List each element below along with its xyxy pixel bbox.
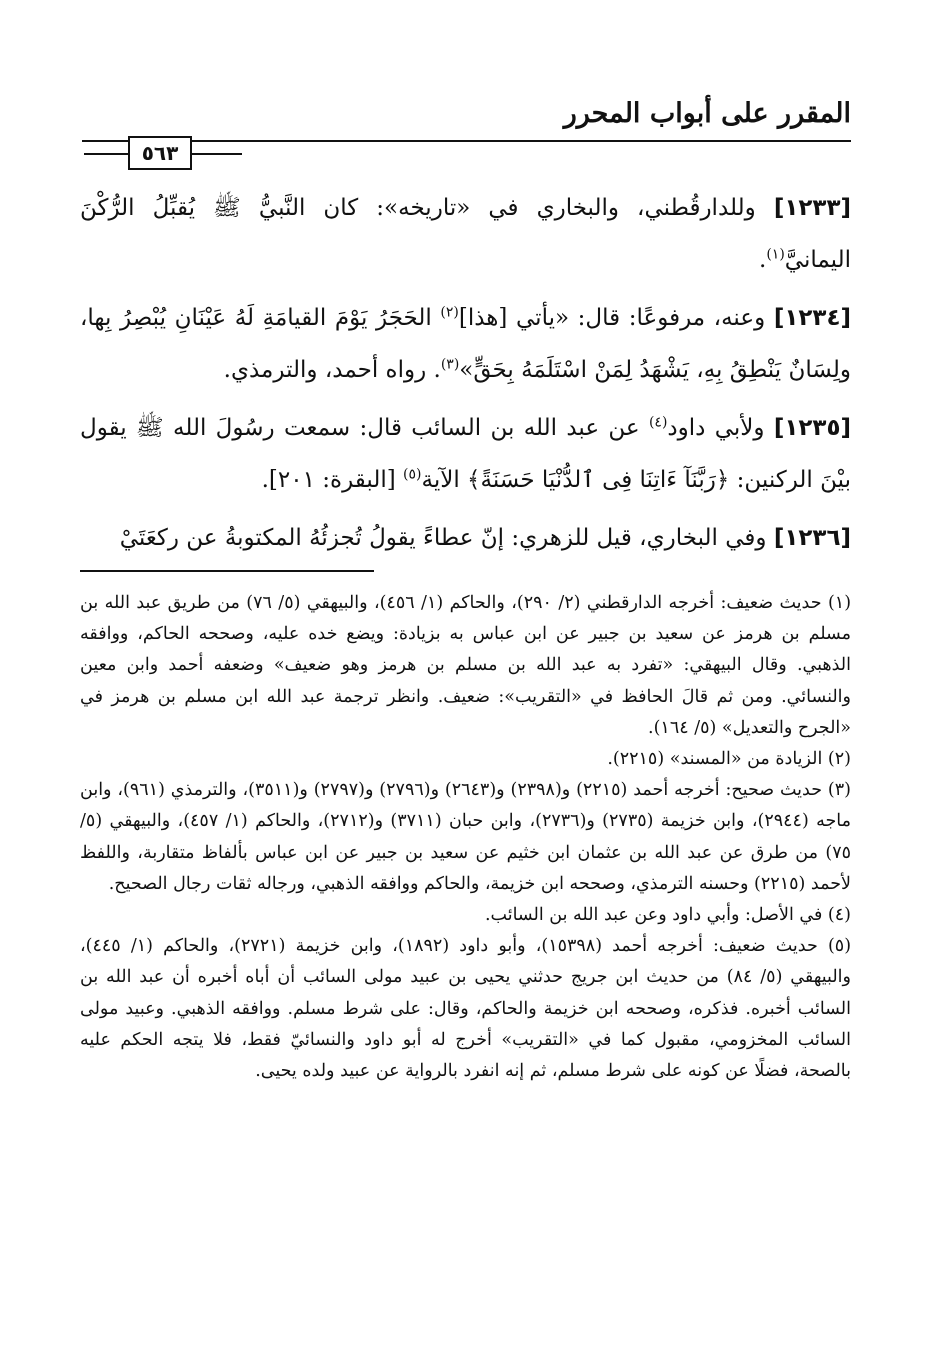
footnote-ref[interactable]: (٣) [440, 356, 460, 373]
entry-text-tail: . [759, 247, 767, 273]
page-number: ٥٦٣ [128, 136, 192, 170]
footnote-4: (٤) في الأصل: وأبي داود وعن عبد الله بن السائب. [484, 905, 851, 926]
header-rule [82, 140, 851, 142]
entry-1235 [80, 402, 851, 506]
entry-number: [١٢٣٦] [773, 525, 851, 551]
entry-text: وللدارقُطني، والبخاري في «تاريخه»: كان النَّبيُّ ﷺ يُقبِّلُ الرُّكْنَ اليمانيَّ [80, 195, 851, 273]
running-title: المقرر على أبواب المحرر [563, 98, 851, 129]
entry-text-tail: . رواه أحمد، والترمذي. [223, 357, 441, 383]
footnote-ref[interactable]: (٢) [440, 304, 459, 321]
entry-number: [١٢٣٥] [773, 415, 851, 441]
entry-text: ولأبي داود [667, 415, 774, 441]
entry-number: [١٢٣٣] [773, 195, 851, 221]
footnote-2: (٢) الزيادة من «المسند» (٢٢١٥). [607, 749, 851, 770]
footnote-ref[interactable]: (١) [766, 246, 785, 263]
footnote-separator [80, 570, 374, 572]
footnotes [80, 588, 851, 1087]
entry-text: وعنه، مرفوعًا: قال: «يأتي [هذا] [458, 305, 774, 331]
main-text [80, 182, 851, 570]
footnote-ref[interactable]: (٤) [648, 414, 668, 431]
footnote-1: (١) حديث ضعيف: أخرجه الدارقطني (٢/ ٢٩٠)، والحاكم (١/ ٤٥٦)، والبيهقي (٥/ ٧٦) من طريق عبد الله بن مسلم بن هرمز عن سعيد بن جبير عن ابن عباس به بزيادة: ويضع خده عليه، وصححه الحاكم، ووافقه الذهبي. وقال البيهقي: «تفرد به عبد الله بن مسلم بن هرمز وهو ضعيف» وضعفه أحمد وابن معين والنسائي. ومن ثم قالَ الحافظ في «التقريب»: ضعيف. وانظر ترجمة عبد الله ابن مسلم بن هرمز في «الجرح والتعديل» (٥/ ١٦٤). [80, 593, 852, 738]
footnote-ref[interactable]: (٥) [403, 466, 422, 483]
footnote-5: (٥) حديث ضعيف: أخرجه أحمد (١٥٣٩٨)، وأبو داود (١٨٩٢)، وابن خزيمة (٢٧٢١)، والحاكم (١/ ٤٤٥)، والبيهقي (٥/ ٨٤) من حديث ابن جريج حدثني يحيى بن عبيد مولى السائب أن أباه أخبره أن عبد الله بن السائب أخبره. فذكره، وصححه ابن خزيمة والحاكم، وقال: على شرط مسلم. ووافقه الذهبي. وعبيد مولى السائب المخزومي، مقبول كما في «التقريب» أخرج له أبو داود والنسائيّ فقط، فلا يتجه الحكم عليه بالصحة، فضلًا عن كونه على شرط مسلم، ثم إنه انفرد بالرواية عن عبيد ولده يحيى. [80, 936, 852, 1082]
entry-text-tail: [البقرة: ٢٠١]. [261, 467, 404, 493]
entry-text-tail: الحَجَرُ يَوْمَ القيامَةِ لَهُ عَيْنَانِ يُبْصِرُ بِها، ولِسَانٌ يَنْطِقُ بِهِ، يَشْهَدُ لِمَنْ اسْتَلَمَهُ بِحَقٍّ» [80, 305, 851, 383]
entry-1233 [80, 182, 851, 286]
entry-number: [١٢٣٤] [773, 305, 851, 331]
entry-1234 [80, 292, 851, 396]
entry-1236 [80, 512, 851, 564]
footnote-3: (٣) حديث صحيح: أخرجه أحمد (٢٢١٥) و(٢٣٩٨) و(٢٦٤٣) و(٢٧٩٦) و(٢٧٩٧) و(٣٥١١)، والترمذي (٩٦١)، وابن ماجه (٢٩٤٤)، وابن خزيمة (٢٧٣٥) و(٢٧٣٦)، وابن حبان (٣٧١١) و(٢٧١٢)، والحاكم (١/ ٤٥٧)، والبيهقي (٥/ ٧٥) من طرق عن عبد الله بن عثمان ابن خثيم عن سعيد بن جبير عن ابن عباس بألفاظ متقاربة، واللفظ لأحمد (٢٢١٥) وحسنه الترمذي، وصححه ابن خزيمة، والحاكم ووافقه الذهبي، ورجاله ثقات رجال الصحيح. [80, 780, 852, 894]
entry-text-tail: عن عبد الله بن السائب قال: سمعت رسُولَ الله ﷺ يقول بيْنَ الركنين: ﴿رَبَّنَآ ءَاتِنَا فِى ٱلدُّنْيَا حَسَنَةً﴾ الآية [80, 415, 851, 493]
entry-text: وفي البخاري، قيل للزهري: إنّ عطاءً يقولُ تُجزئُهُ المكتوبةُ عن ركعَتَيْ [119, 525, 774, 551]
